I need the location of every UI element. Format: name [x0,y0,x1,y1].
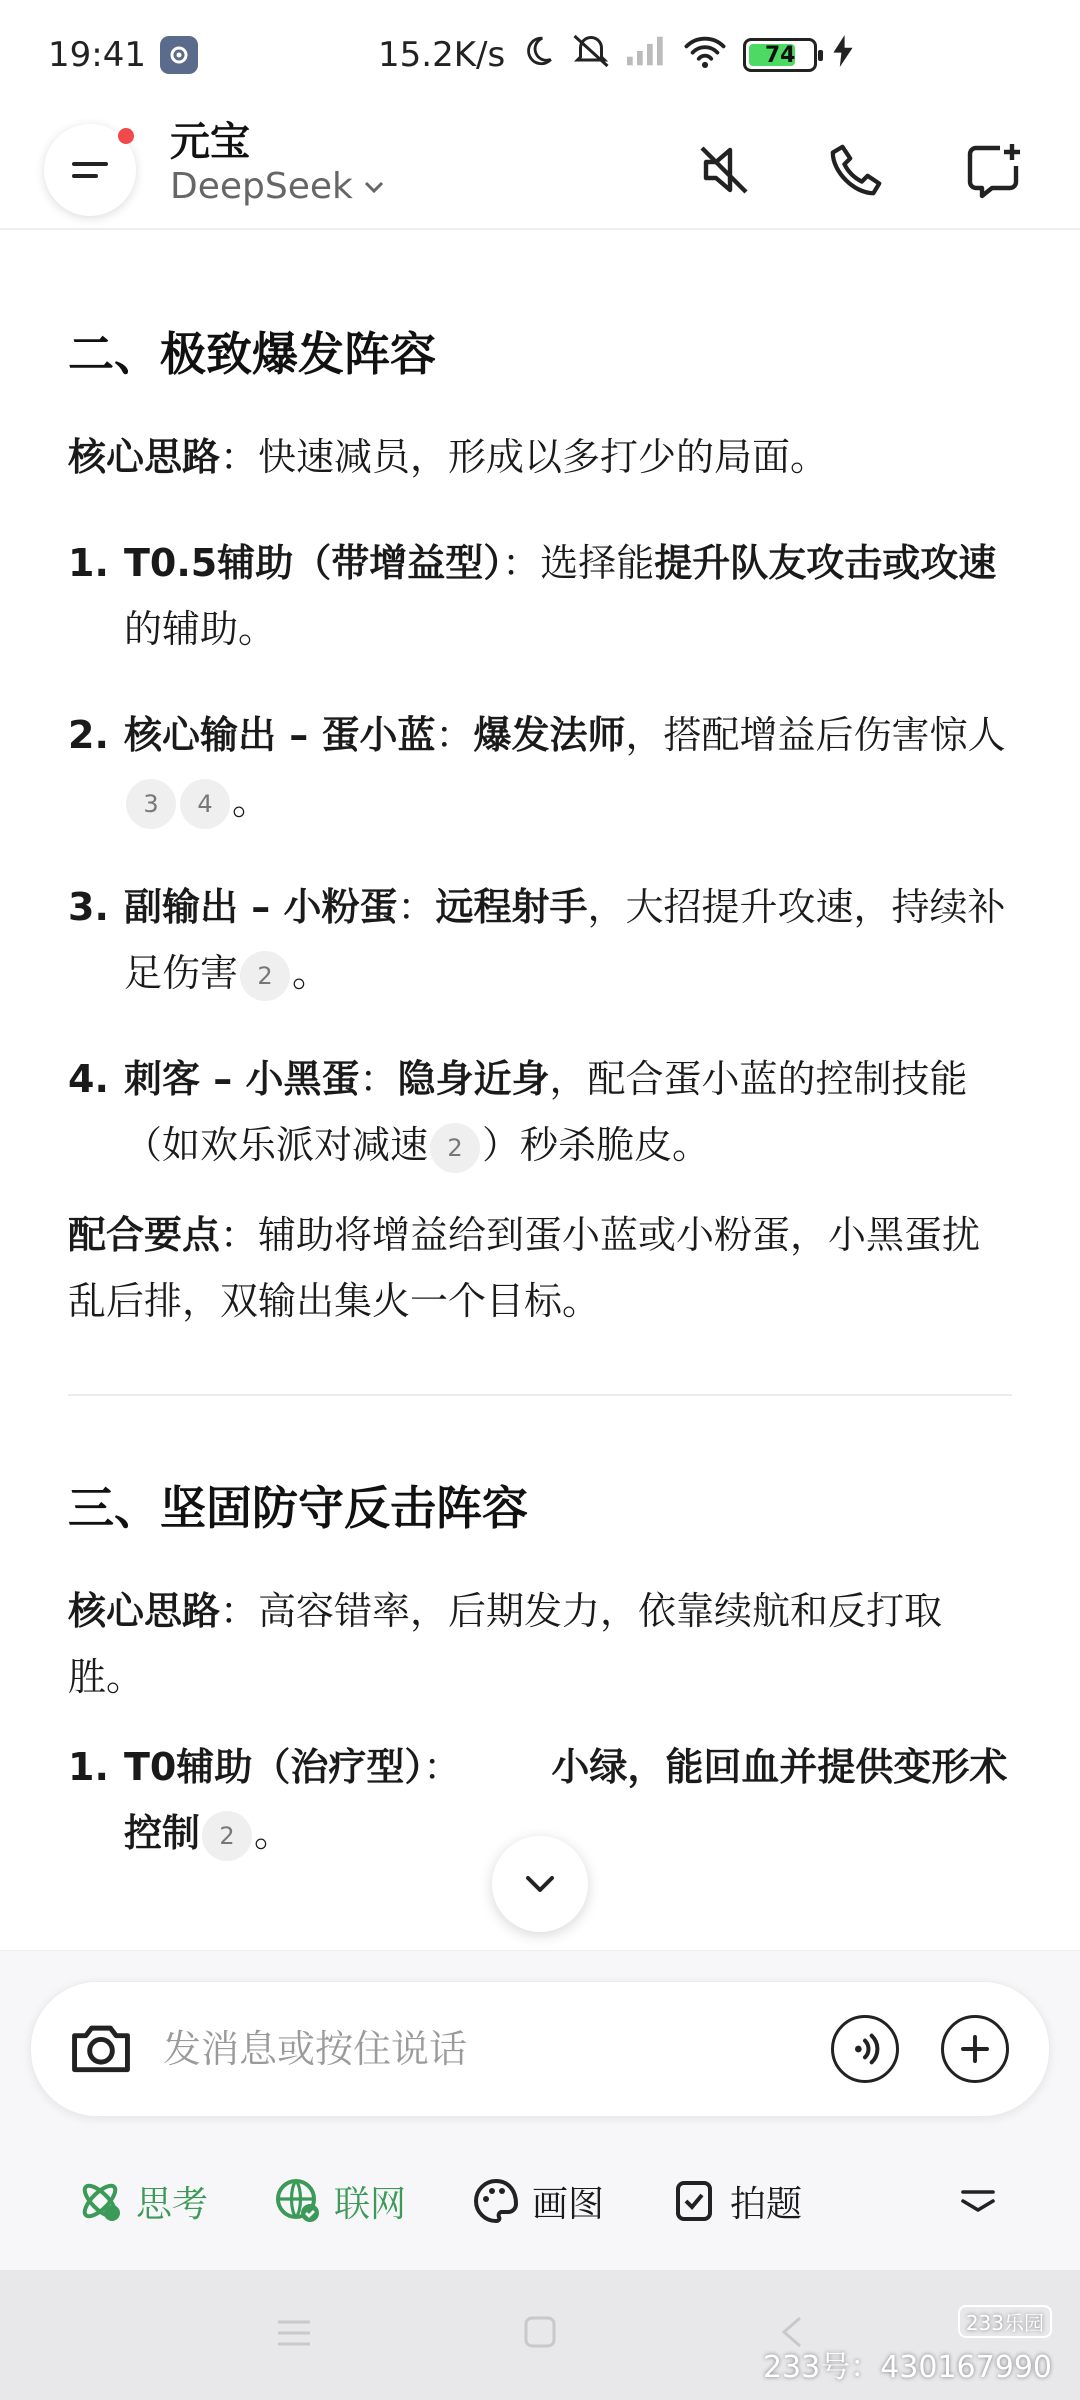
tool-think-label: 思考 [136,2183,209,2225]
moon-icon [521,34,555,77]
chevron-down-icon [522,1872,558,1896]
key-points [68,1202,1018,1334]
mute-icon [571,33,611,78]
status-bar [0,0,1080,110]
core-idea-text: ：高容错率，后期发力，依靠续航和反打取胜。 [68,1589,943,1699]
new-chat-icon [964,140,1024,200]
list-item: 1. T0辅助（治疗型）： 小绿，能回血并提供变形术控制 2 。 [68,1734,1018,1866]
home-icon[interactable] [522,2314,558,2350]
battery-icon [743,38,817,72]
tool-draw[interactable] [472,2161,604,2241]
citation-badge[interactable]: 3 [126,779,176,829]
key-points-text: ：辅助将增益给到蛋小蓝或小粉蛋，小黑蛋扰乱后排，双输出集火一个目标。 [68,1213,981,1323]
add-attachment-button[interactable] [941,2015,1009,2083]
list-item: 1. T0.5辅助（带增益型）：选择能提升队友攻击或攻速的辅助。 [68,541,997,651]
list-item: 4. 刺客 – 小黑蛋：隐身近身，配合蛋小蓝的控制技能（如欢乐派对减速 2 ）秒杀脆皮。 [68,1046,1018,1178]
recent-apps-icon[interactable] [276,2318,312,2348]
charging-icon [833,35,853,76]
lineup-list [68,530,1018,1178]
tool-think[interactable] [76,2161,208,2241]
voice-wave-icon [845,2029,885,2069]
citation-badge[interactable]: 2 [430,1123,480,1173]
speaker-off-icon [694,140,754,200]
mute-voice-button[interactable] [686,132,762,208]
collapse-toolbar-button[interactable] [956,2161,1000,2241]
plus-icon [957,2031,993,2067]
core-idea-text: ：快速减员，形成以多打少的局面。 [220,435,829,479]
chat-title: 元宝 [170,119,250,165]
atom-icon [76,2177,124,2225]
citation-badge[interactable]: 4 [180,779,230,829]
answer-content [68,228,1018,1866]
battery-level: 74 [764,42,796,68]
new-chat-button[interactable] [956,132,1032,208]
voice-button[interactable] [831,2015,899,2083]
checklist-icon [670,2177,718,2225]
chat-header [0,110,1080,230]
core-idea-label: 核心思路 [68,1589,221,1633]
unread-dot [118,128,134,144]
list-item: 3. 副输出 – 小粉蛋：远程射手，大招提升攻速，持续补足伤害 2 。 [68,874,1018,1006]
citation-badge[interactable]: 2 [240,951,290,1001]
tool-draw-label: 画图 [532,2183,605,2225]
collapse-icon [956,2186,1000,2216]
status-time: 19:41 [48,35,146,75]
watermark-text: 233号：430167990 [762,2350,1052,2385]
list-item: 2. 核心输出 – 蛋小蓝：爆发法师，搭配增益后伤害惊人3 4 。 [68,702,1018,834]
network-speed: 15.2K/s [378,35,506,75]
signal-icon [627,35,667,75]
wifi-icon [683,34,727,77]
tool-photo-question[interactable] [670,2161,802,2241]
key-points-label: 配合要点 [68,1213,221,1257]
section-title: 二、极致爆发阵容 [68,327,436,381]
composer-panel [0,1950,1080,2271]
call-button[interactable] [818,132,894,208]
camera-button[interactable] [67,2013,135,2081]
watermark [763,2303,1052,2386]
core-idea [68,424,1018,490]
message-input[interactable] [161,2018,805,2080]
tool-photo-label: 拍题 [730,2183,803,2225]
message-composer [30,1981,1050,2117]
model-name: DeepSeek [170,166,353,207]
core-idea-label: 核心思路 [68,435,221,479]
camera-icon [67,2015,135,2079]
tool-web[interactable] [274,2161,406,2241]
chevron-down-icon [363,179,385,195]
model-selector[interactable] [170,166,385,207]
scroll-to-bottom-button[interactable] [492,1836,588,1932]
core-idea [68,1578,1018,1710]
menu-icon [68,152,112,188]
system-navigation-bar [0,2270,1080,2400]
menu-button[interactable] [44,124,136,216]
phone-icon [827,141,885,199]
settings-app-icon [160,36,198,74]
watermark-logo: 233乐园 [958,2305,1052,2338]
globe-icon [274,2177,322,2225]
feature-toolbar [0,2161,1080,2241]
tool-web-label: 联网 [334,2183,407,2225]
citation-badge[interactable]: 2 [202,1811,252,1861]
palette-icon [472,2177,520,2225]
section-title: 三、坚固防守反击阵容 [68,1481,528,1535]
